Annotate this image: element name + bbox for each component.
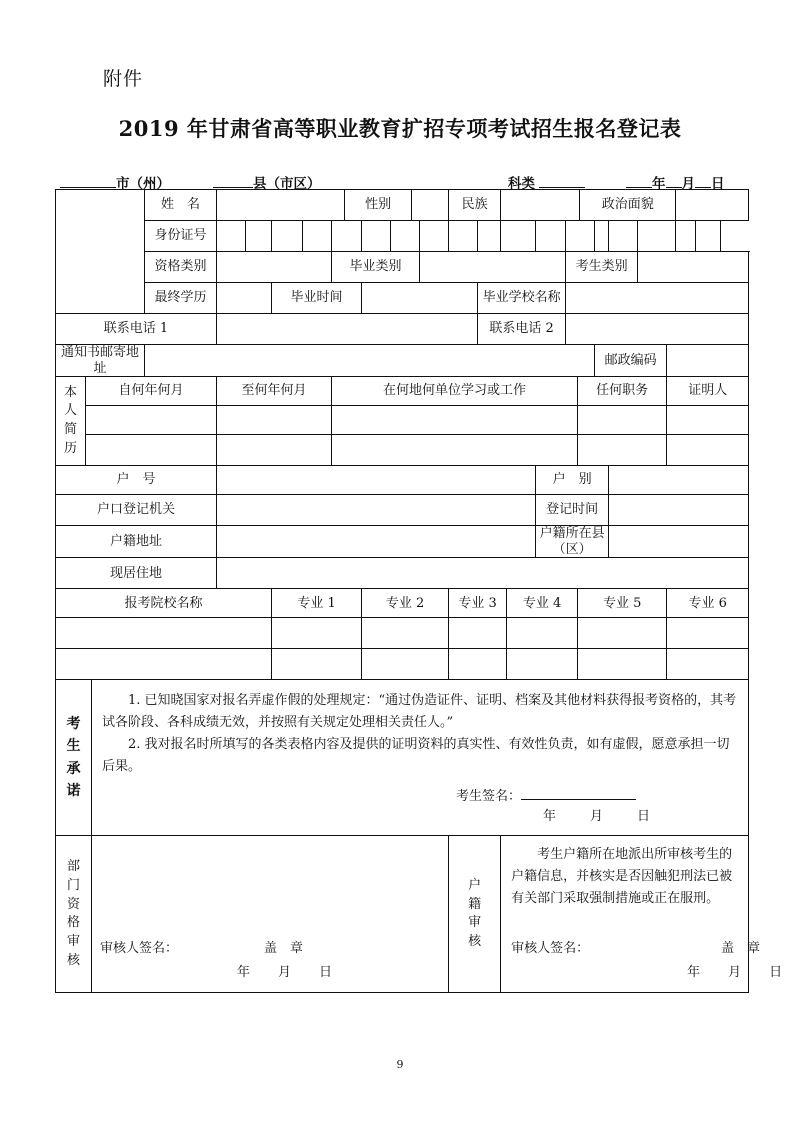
household-type-value[interactable] (609, 466, 749, 495)
major2-label: 专业 2 (362, 589, 449, 618)
page-title: 2019 年甘肃省高等职业教育扩招专项考试招生报名登记表 (118, 116, 682, 141)
graduation-type-value[interactable] (420, 252, 566, 283)
name-value[interactable] (217, 190, 345, 221)
major-cell[interactable] (667, 618, 749, 649)
attachment-label: 附件 (103, 68, 144, 90)
id-digit[interactable] (609, 221, 638, 252)
page-number: 9 (396, 1058, 404, 1071)
household-authority-label: 户口登记机关 (56, 495, 217, 526)
major-cell[interactable] (272, 618, 362, 649)
id-digit[interactable] (501, 221, 536, 252)
major1-label: 专业 1 (272, 589, 362, 618)
id-digit[interactable] (303, 221, 332, 252)
id-number-label: 身份证号 (145, 221, 217, 252)
police-seal: 盖 章 (721, 941, 761, 957)
qualification-type-value[interactable] (217, 252, 332, 283)
postal-code-label: 邮政编码 (595, 345, 667, 377)
gender-label: 性别 (345, 190, 412, 221)
resume-to-cell[interactable] (217, 406, 332, 435)
resume-where-cell[interactable] (332, 406, 578, 435)
highest-education-label: 最终学历 (145, 283, 217, 314)
phone1-value[interactable] (217, 314, 478, 345)
resume-label: 本人简历 (56, 377, 86, 466)
registration-form (55, 189, 783, 993)
id-digit[interactable] (566, 221, 595, 252)
resume-position-cell[interactable] (578, 435, 667, 466)
photo-area[interactable] (56, 190, 145, 314)
resume-from-cell[interactable] (86, 406, 217, 435)
gender-value[interactable] (412, 190, 449, 221)
phone2-label: 联系电话 2 (478, 314, 566, 345)
category-blank[interactable] (539, 175, 585, 188)
graduation-type-label: 毕业类别 (332, 252, 420, 283)
graduation-time-label: 毕业时间 (272, 283, 362, 314)
police-date: 年 月 日 (687, 965, 783, 981)
register-time-label: 登记时间 (536, 495, 609, 526)
ethnicity-label: 民族 (449, 190, 501, 221)
qualification-type-label: 资格类别 (145, 252, 217, 283)
mailing-address-value[interactable] (145, 345, 595, 377)
major-cell[interactable] (362, 649, 449, 680)
city-blank[interactable] (60, 175, 116, 188)
resume-to-cell[interactable] (217, 435, 332, 466)
pledge-item-1: 1. 已知晓国家对报名弄虚作假的处理规定：“通过伪造证件、证明、档案及其他材料获得报考资格的，其考试各阶段、各科成绩无效，并按照有关规定处理相关责任人。” (102, 693, 737, 731)
id-digit[interactable] (272, 221, 303, 252)
where-work-label: 在何地何单位学习或工作 (332, 377, 578, 406)
household-authority-value[interactable] (217, 495, 536, 526)
header-city: 市（州） (60, 172, 170, 192)
pledge-item-2: 2. 我对报名时所填写的各类表格内容及提供的证明资料的真实性、有效性负责，如有虚假，愿意承担一切后果。 (102, 737, 730, 775)
major4-label: 专业 4 (507, 589, 578, 618)
major-cell[interactable] (667, 649, 749, 680)
current-address-value[interactable] (217, 558, 749, 589)
major-cell[interactable] (578, 649, 667, 680)
household-no-value[interactable] (217, 466, 536, 495)
major-cell[interactable] (507, 649, 578, 680)
phone1-label: 联系电话 1 (56, 314, 217, 345)
id-digit[interactable] (638, 221, 676, 252)
examinee-signature-line[interactable] (521, 786, 636, 800)
major-cell[interactable] (449, 618, 507, 649)
id-digit[interactable] (595, 221, 609, 252)
phone2-value[interactable] (566, 314, 749, 345)
postal-code-value[interactable] (667, 345, 749, 377)
major-cell[interactable] (362, 618, 449, 649)
police-instruction: 考生户籍所在地派出所审核考生的户籍信息，并核实是否因触犯刑法已被有关部门采取强制措施或正在服刑。 (511, 847, 733, 907)
dept-reviewer-signature: 审核人签名： (100, 941, 179, 957)
household-type-label: 户 别 (536, 466, 609, 495)
mailing-address-label: 通知书邮寄地址 (56, 345, 145, 377)
id-digit[interactable] (420, 221, 449, 252)
major6-label: 专业 6 (667, 589, 749, 618)
household-county-label: 户籍所在县（区） (536, 526, 609, 558)
examinee-type-label: 考生类别 (566, 252, 638, 283)
police-reviewer-signature: 审核人签名： (511, 941, 590, 957)
school-name-cell[interactable] (56, 649, 272, 680)
major-cell[interactable] (272, 649, 362, 680)
dept-review-content[interactable] (92, 836, 449, 993)
id-digit[interactable] (362, 221, 391, 252)
household-county-value[interactable] (609, 526, 749, 558)
to-date-label: 至何年何月 (217, 377, 332, 406)
household-review-label: 户籍审核 (449, 836, 501, 993)
dept-seal: 盖 章 (264, 941, 304, 957)
political-status-label: 政治面貌 (580, 190, 676, 221)
resume-witness-cell[interactable] (667, 435, 749, 466)
id-digit[interactable] (449, 221, 478, 252)
resume-witness-cell[interactable] (667, 406, 749, 435)
position-label: 任何职务 (578, 377, 667, 406)
current-address-label: 现居住地 (56, 558, 217, 589)
pledge-date: 年 月 日 (543, 809, 651, 825)
pledge-content (92, 680, 749, 836)
household-no-label: 户 号 (56, 466, 217, 495)
header-category: 科类 (508, 172, 585, 192)
school-name-cell[interactable] (56, 618, 272, 649)
id-digit[interactable] (391, 221, 420, 252)
dept-review-label: 部门资格审核 (56, 836, 92, 993)
resume-position-cell[interactable] (578, 406, 667, 435)
major-cell[interactable] (578, 618, 667, 649)
dept-date: 年 月 日 (237, 965, 333, 981)
id-digit[interactable] (478, 221, 501, 252)
major-cell[interactable] (449, 649, 507, 680)
graduation-school-value[interactable] (566, 283, 749, 314)
examinee-type-value[interactable] (638, 252, 749, 283)
pledge-label: 考生承诺 (56, 680, 92, 836)
household-review-content[interactable] (501, 836, 783, 993)
major3-label: 专业 3 (449, 589, 507, 618)
from-date-label: 自何年何月 (86, 377, 217, 406)
household-address-value[interactable] (217, 526, 536, 558)
register-time-value[interactable] (609, 495, 749, 526)
major-cell[interactable] (507, 618, 578, 649)
highest-education-value[interactable] (217, 283, 272, 314)
header-county: 县（市区） (213, 172, 321, 192)
name-label: 姓 名 (145, 190, 217, 221)
id-digit[interactable] (676, 221, 696, 252)
graduation-school-label: 毕业学校名称 (478, 283, 566, 314)
political-status-value[interactable] (676, 190, 749, 221)
id-digit[interactable] (217, 221, 246, 252)
id-digit[interactable] (536, 221, 566, 252)
resume-where-cell[interactable] (332, 435, 578, 466)
ethnicity-value[interactable] (501, 190, 580, 221)
major5-label: 专业 5 (578, 589, 667, 618)
id-digit[interactable] (332, 221, 362, 252)
header-date: 年 月 日 (626, 172, 725, 192)
graduation-time-value[interactable] (362, 283, 478, 314)
county-blank[interactable] (213, 175, 253, 188)
id-digit[interactable] (246, 221, 272, 252)
id-digit[interactable] (696, 221, 721, 252)
household-address-label: 户籍地址 (56, 526, 217, 558)
examinee-signature: 考生签名： (456, 786, 636, 805)
witness-label: 证明人 (667, 377, 749, 406)
resume-from-cell[interactable] (86, 435, 217, 466)
school-name-label: 报考院校名称 (56, 589, 272, 618)
